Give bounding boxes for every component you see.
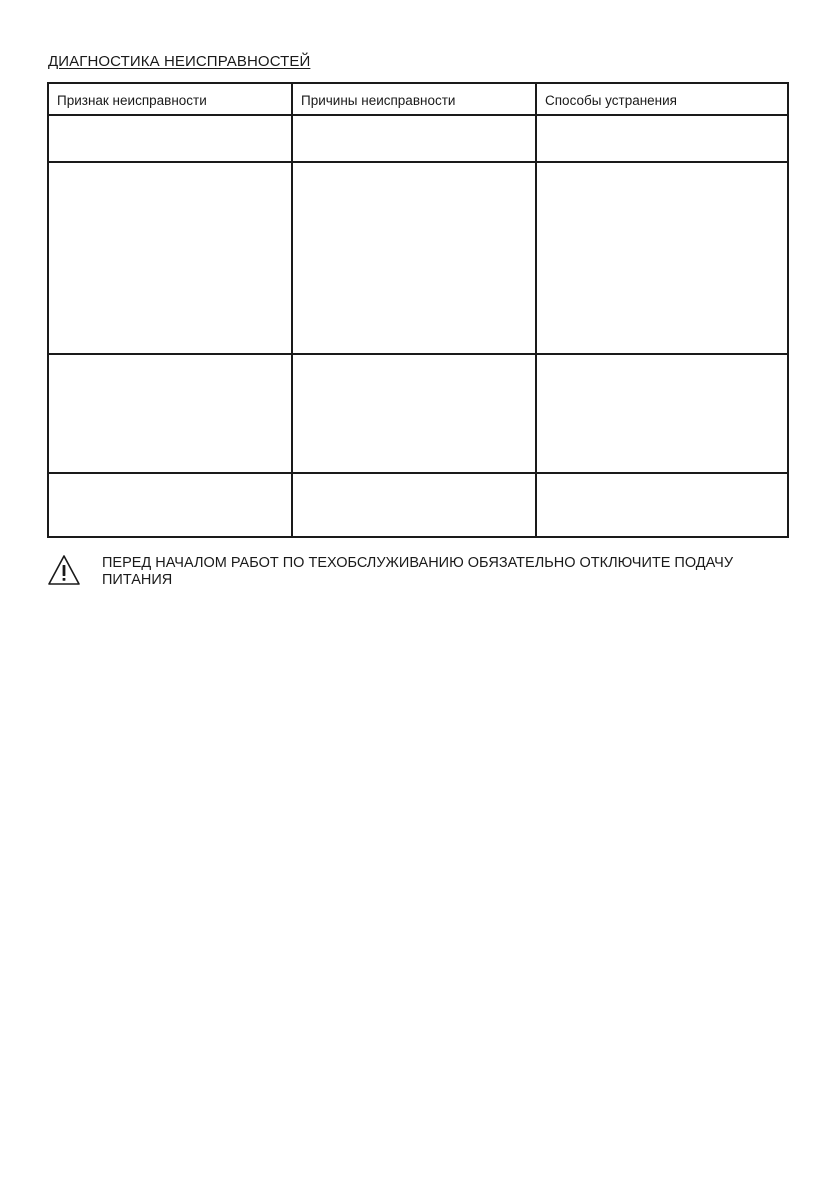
warning-triangle-icon — [47, 554, 81, 586]
table-cell — [536, 115, 788, 162]
table-cell — [48, 354, 292, 473]
table-cell — [292, 473, 536, 537]
table-row — [48, 162, 788, 354]
table-cell — [48, 115, 292, 162]
table-row — [48, 354, 788, 473]
table-cell — [536, 162, 788, 354]
table-row — [48, 473, 788, 537]
table-cell — [536, 354, 788, 473]
table-cell — [292, 115, 536, 162]
page-title: ДИАГНОСТИКА НЕИСПРАВНОСТЕЙ — [48, 53, 311, 70]
column-header-cause: Причины неисправности — [292, 83, 536, 115]
warning-notice — [47, 554, 787, 594]
table-cell — [48, 473, 292, 537]
table-cell — [48, 162, 292, 354]
table-cell — [536, 473, 788, 537]
table-row — [48, 115, 788, 162]
column-header-remedy: Способы устранения — [536, 83, 788, 115]
table-cell — [292, 162, 536, 354]
table-cell — [292, 354, 536, 473]
column-header-symptom: Признак неисправности — [48, 83, 292, 115]
warning-text: ПЕРЕД НАЧАЛОМ РАБОТ ПО ТЕХОБСЛУЖИВАНИЮ ОБЯЗАТЕЛЬНО ОТКЛЮЧИТЕ ПОДАЧУ ПИТАНИЯ — [102, 555, 734, 588]
troubleshooting-table — [47, 82, 789, 538]
table-header-row — [48, 83, 788, 115]
